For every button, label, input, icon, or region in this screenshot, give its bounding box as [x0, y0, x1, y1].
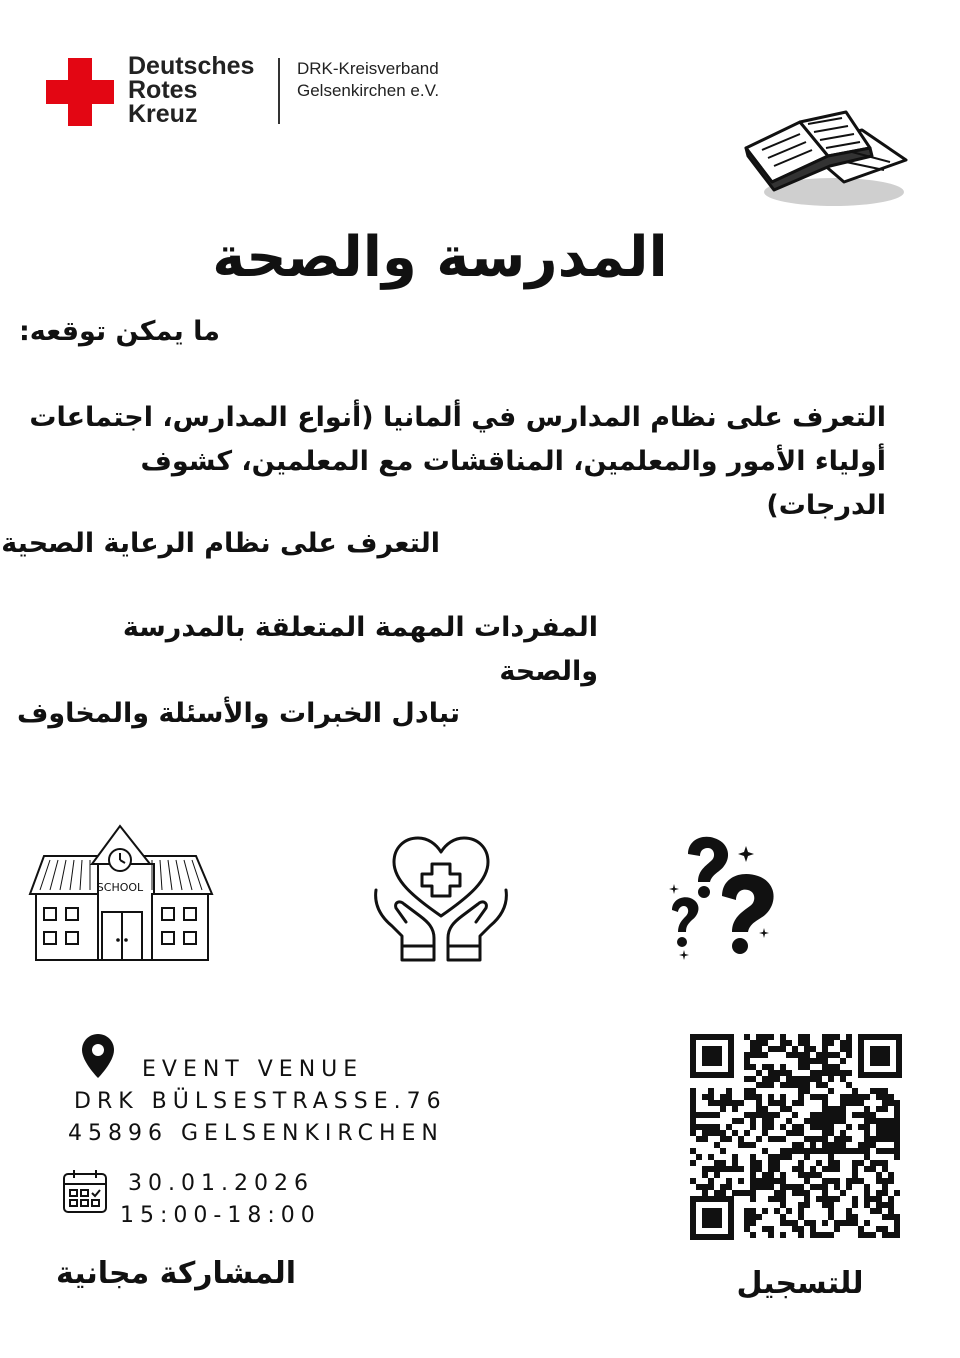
venue-street: DRK BÜLSESTRASSE.76 [74, 1089, 447, 1114]
school-icon [26, 822, 216, 964]
location-pin-icon [82, 1034, 114, 1078]
list-item-line: التعرف على نظام المدارس في ألمانيا (أنواع المدارس، اجتماعات [29, 402, 886, 433]
page-title: المدرسة والصحة [212, 225, 668, 290]
logo-divider [278, 58, 280, 124]
free-participation-label: المشاركة مجانية [56, 1256, 296, 1291]
logo-line-2: Rotes [128, 76, 198, 104]
org-line-2: Gelsenkirchen e.V. [297, 81, 440, 100]
red-cross-icon [46, 58, 114, 126]
venue-city: 45896 GELSENKIRCHEN [68, 1121, 444, 1146]
list-item: تبادل الخبرات والأسئلة والمخاوف [17, 698, 460, 729]
school-sign: SCHOOL [96, 881, 144, 894]
book-icon [742, 108, 910, 212]
heart-hands-icon [372, 834, 510, 964]
logo-line-3: Kreuz [128, 100, 198, 128]
event-time: 15:00-18:00 [120, 1203, 321, 1228]
section-subtitle: ما يمكن توقعه: [18, 316, 220, 347]
logo-wordmark [128, 54, 254, 126]
logo-line-1: Deutsches [128, 52, 255, 80]
calendar-icon [62, 1168, 108, 1214]
list-item: التعرف على نظام الرعاية الصحية [1, 528, 440, 559]
register-label: للتسجيل [736, 1266, 864, 1301]
org-line-1: DRK-Kreisverband [297, 59, 439, 78]
list-item: المفردات المهمة المتعلقة بالمدرسة والصحة [122, 612, 598, 687]
qr-code-icon[interactable] [690, 1034, 902, 1240]
list-item [26, 396, 886, 528]
question-marks-icon [664, 832, 780, 964]
event-date: 30.01.2026 [128, 1171, 314, 1196]
list-item-line: أولياء الأمور والمعلمين، المناقشات مع المعلمين، كشوف الدرجات) [140, 446, 886, 521]
organization-name [297, 58, 439, 102]
venue-heading: EVENT VENUE [142, 1057, 364, 1082]
